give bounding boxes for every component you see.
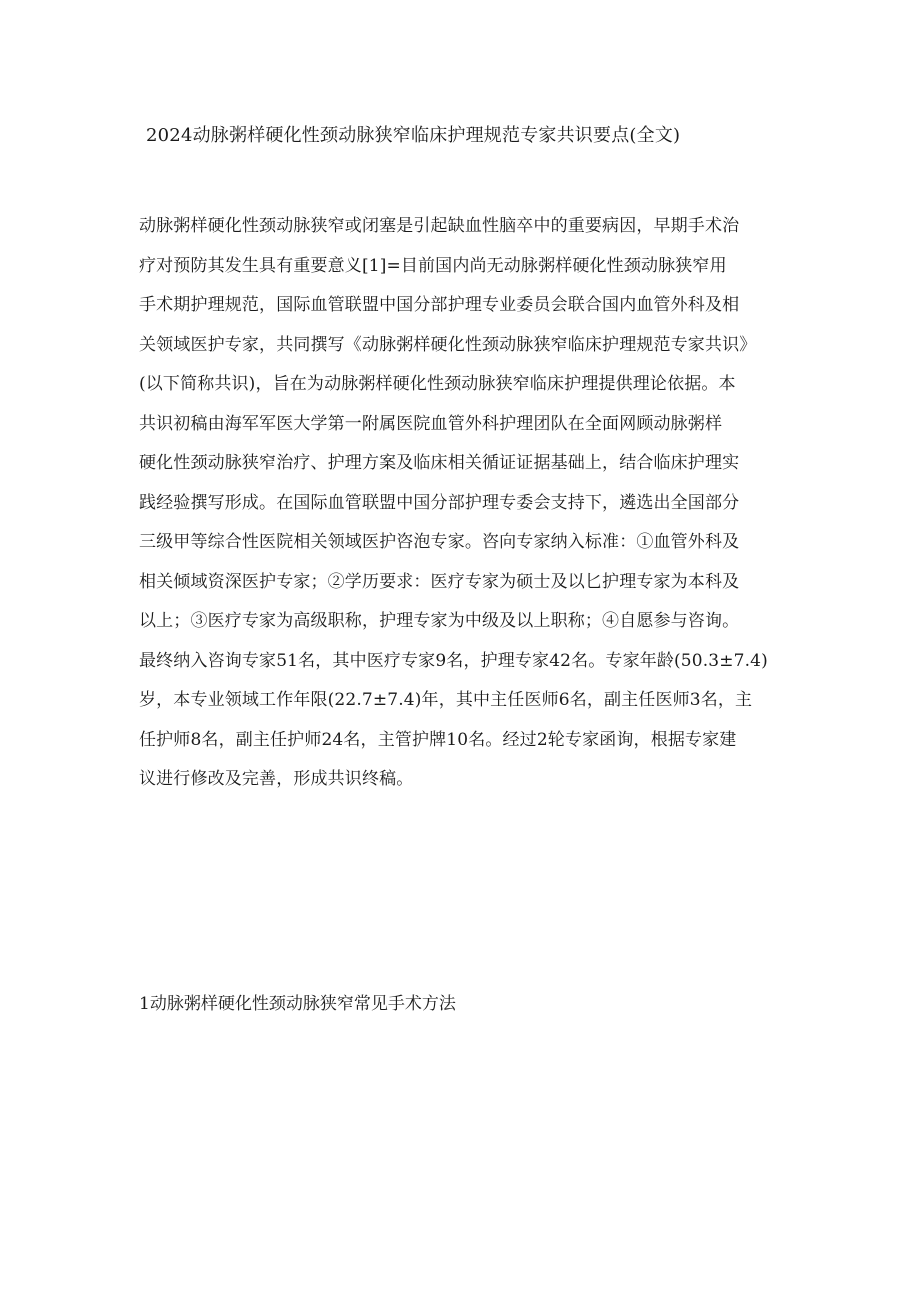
- paragraph-line: 任护师8名，副主任护师24名，主管护牌10名。经过2轮专家函询，根据专家建: [139, 729, 737, 750]
- paragraph-line: 践经验撰写形成。在国际血管联盟中国分部护理专委会支持下，遴选出全国部分: [139, 492, 740, 513]
- paragraph-line: 相关倾域资深医护专家；②学历要求：医疗专家为硕士及以匕护理专家为本科及: [139, 571, 740, 592]
- paragraph-line: 手术期护理规范，国际血管联盟中国分部护理专业委员会联合国内血管外科及相: [139, 295, 740, 315]
- intro-paragraph: [139, 210, 787, 803]
- paragraph-line: 共识初稿由海军军医大学第一附属医院血管外科护理团队在全面网顾动脉粥样: [139, 413, 723, 434]
- paragraph-line: 硬化性颈动脉狭窄治疗、护理方案及临床相关循证证据基础上，结合临床护理实: [139, 453, 740, 473]
- section-heading: 1动脉粥样硬化性颈动脉狭窄常见手术方法: [139, 994, 456, 1014]
- paragraph-line: (以下简称共识)，旨在为动脉粥样硬化性颈动脉狭窄临床护理提供理论依据。本: [139, 374, 736, 394]
- document-title: 2024动脉粥样硬化性颈动脉狭窄临床护理规范专家共识要点(全文): [146, 125, 681, 146]
- paragraph-line: 三级甲等综合性医院相关领域医护咨泡专家。咨向专家纳入标准：①血管外科及: [139, 532, 740, 552]
- paragraph-line: 动脉粥样硬化性颈动脉狭窄或闭塞是引起缺血性脑卒中的重要病因，早期手术治: [139, 216, 740, 236]
- paragraph-line: 以上；③医疗专家为高级职称，护理专家为中级及以上职称；④自愿参与咨询。: [139, 611, 740, 631]
- paragraph-line: 关领域医护专家，共同撰写《动脉粥样硬化性颈动脉狭窄临床护理规范专家共识》: [139, 334, 757, 355]
- paragraph-line: 岁，本专业领域工作年限(22.7±7.4)年，其中主任医师6名，副主任医师3名，主: [139, 690, 753, 710]
- paragraph-line: 疗对预防其发生具有重要意义[1]=目前国内尚无动脉粥样硬化性颈动脉狭窄用: [139, 255, 727, 276]
- paragraph-line: 议进行修改及完善，形成共识终稿。: [139, 769, 414, 789]
- paragraph-line: 最终纳入咨询专家51名，其中医疗专家9名，护理专家42名。专家年龄(50.3±7.4): [139, 650, 768, 671]
